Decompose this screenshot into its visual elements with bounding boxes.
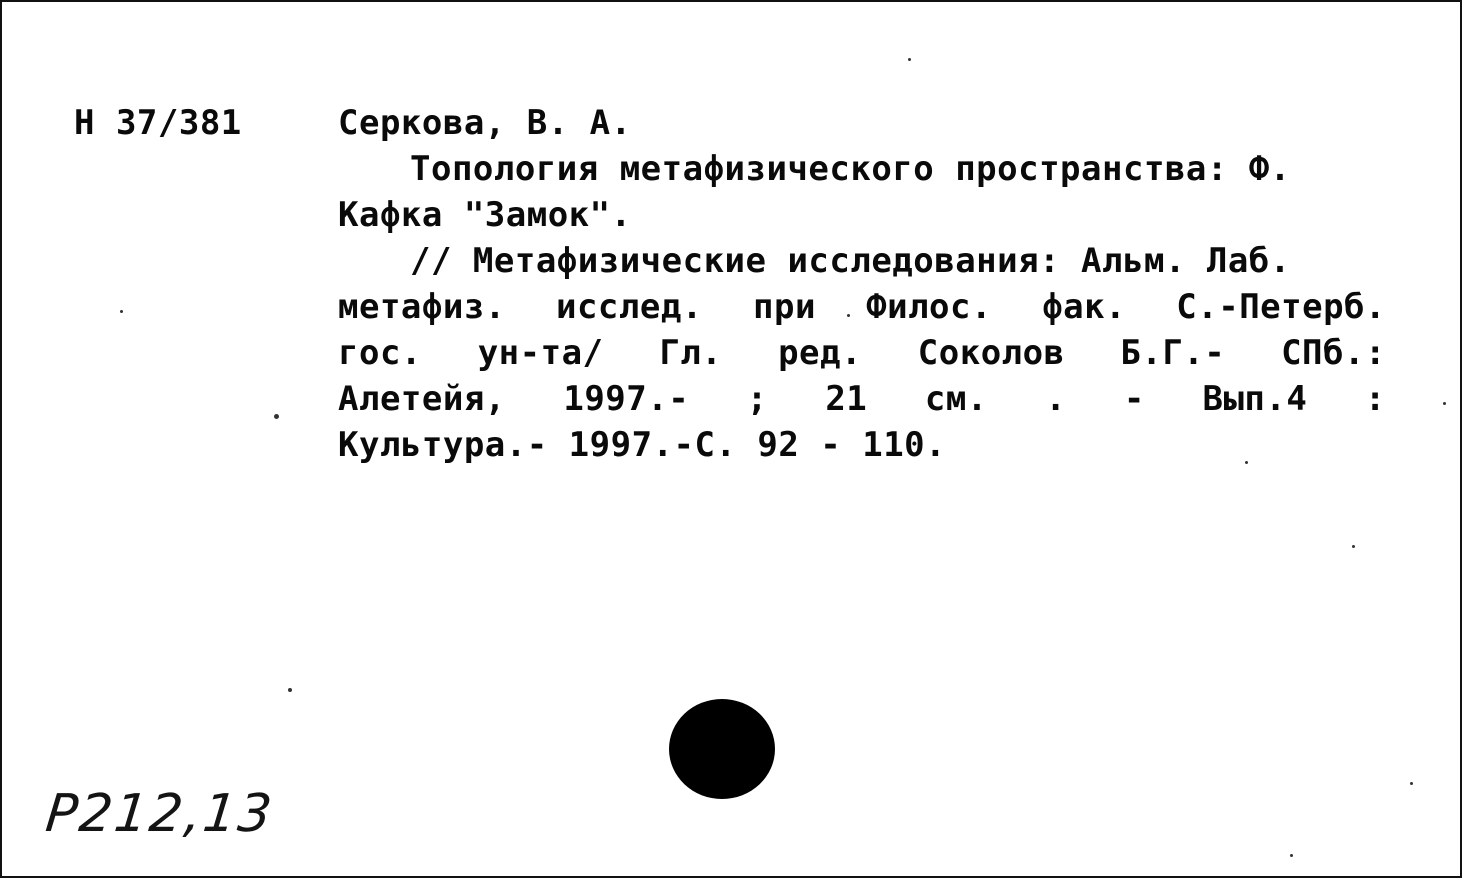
scan-speck bbox=[847, 314, 850, 317]
source-word: исслед. bbox=[555, 287, 703, 327]
source-line-3 bbox=[338, 330, 1386, 376]
source-word: гос. bbox=[338, 333, 422, 373]
source-word: . bbox=[1045, 379, 1067, 419]
scan-speck bbox=[1443, 402, 1446, 405]
handwritten-shelf-mark: Р212,13 bbox=[42, 784, 277, 844]
source-word: при bbox=[753, 287, 816, 327]
scan-speck bbox=[1290, 854, 1293, 857]
punch-hole bbox=[669, 699, 775, 799]
source-word: ; bbox=[746, 379, 768, 419]
scan-speck bbox=[908, 58, 911, 61]
source-line-1: // Метафизические исследования: Альм. Лаб. bbox=[410, 241, 1291, 281]
source-word: Филос. bbox=[866, 287, 992, 327]
source-word: 21 bbox=[825, 379, 868, 419]
source-word: ун-та/ bbox=[477, 333, 604, 373]
source-word: 1997.- bbox=[563, 379, 690, 419]
scan-speck bbox=[288, 688, 292, 692]
source-word: Гл. bbox=[659, 333, 723, 373]
source-word: : bbox=[1364, 379, 1386, 419]
author: Серкова, В. А. bbox=[338, 103, 632, 143]
scan-speck bbox=[120, 310, 123, 313]
scan-speck bbox=[1410, 782, 1413, 785]
source-word: СПб.: bbox=[1281, 333, 1386, 373]
source-word: Б.Г.- bbox=[1120, 333, 1226, 373]
call-number: Н 37/381 bbox=[74, 103, 242, 143]
source-line-2 bbox=[338, 284, 1386, 330]
source-word: см. bbox=[924, 379, 988, 419]
source-line-4 bbox=[338, 376, 1386, 422]
source-line-5: Культура.- 1997.-С. 92 - 110. bbox=[338, 425, 947, 465]
title-line-1: Топология метафизического пространства: Ф. bbox=[410, 149, 1291, 189]
source-word: фак. bbox=[1042, 287, 1127, 327]
source-word: С.-Петерб. bbox=[1176, 287, 1386, 327]
source-word: Алетейя, bbox=[338, 379, 506, 419]
scan-speck bbox=[274, 414, 279, 419]
bibliographic-entry bbox=[338, 100, 1386, 468]
scan-speck bbox=[1245, 461, 1248, 464]
title-line-2: Кафка "Замок". bbox=[338, 195, 632, 235]
source-word: - bbox=[1123, 379, 1145, 419]
source-word: Вып.4 bbox=[1202, 379, 1308, 419]
scan-speck bbox=[1352, 545, 1355, 548]
source-word: метафиз. bbox=[338, 287, 506, 327]
source-word: Соколов bbox=[917, 333, 1065, 373]
source-word: ред. bbox=[778, 333, 862, 373]
